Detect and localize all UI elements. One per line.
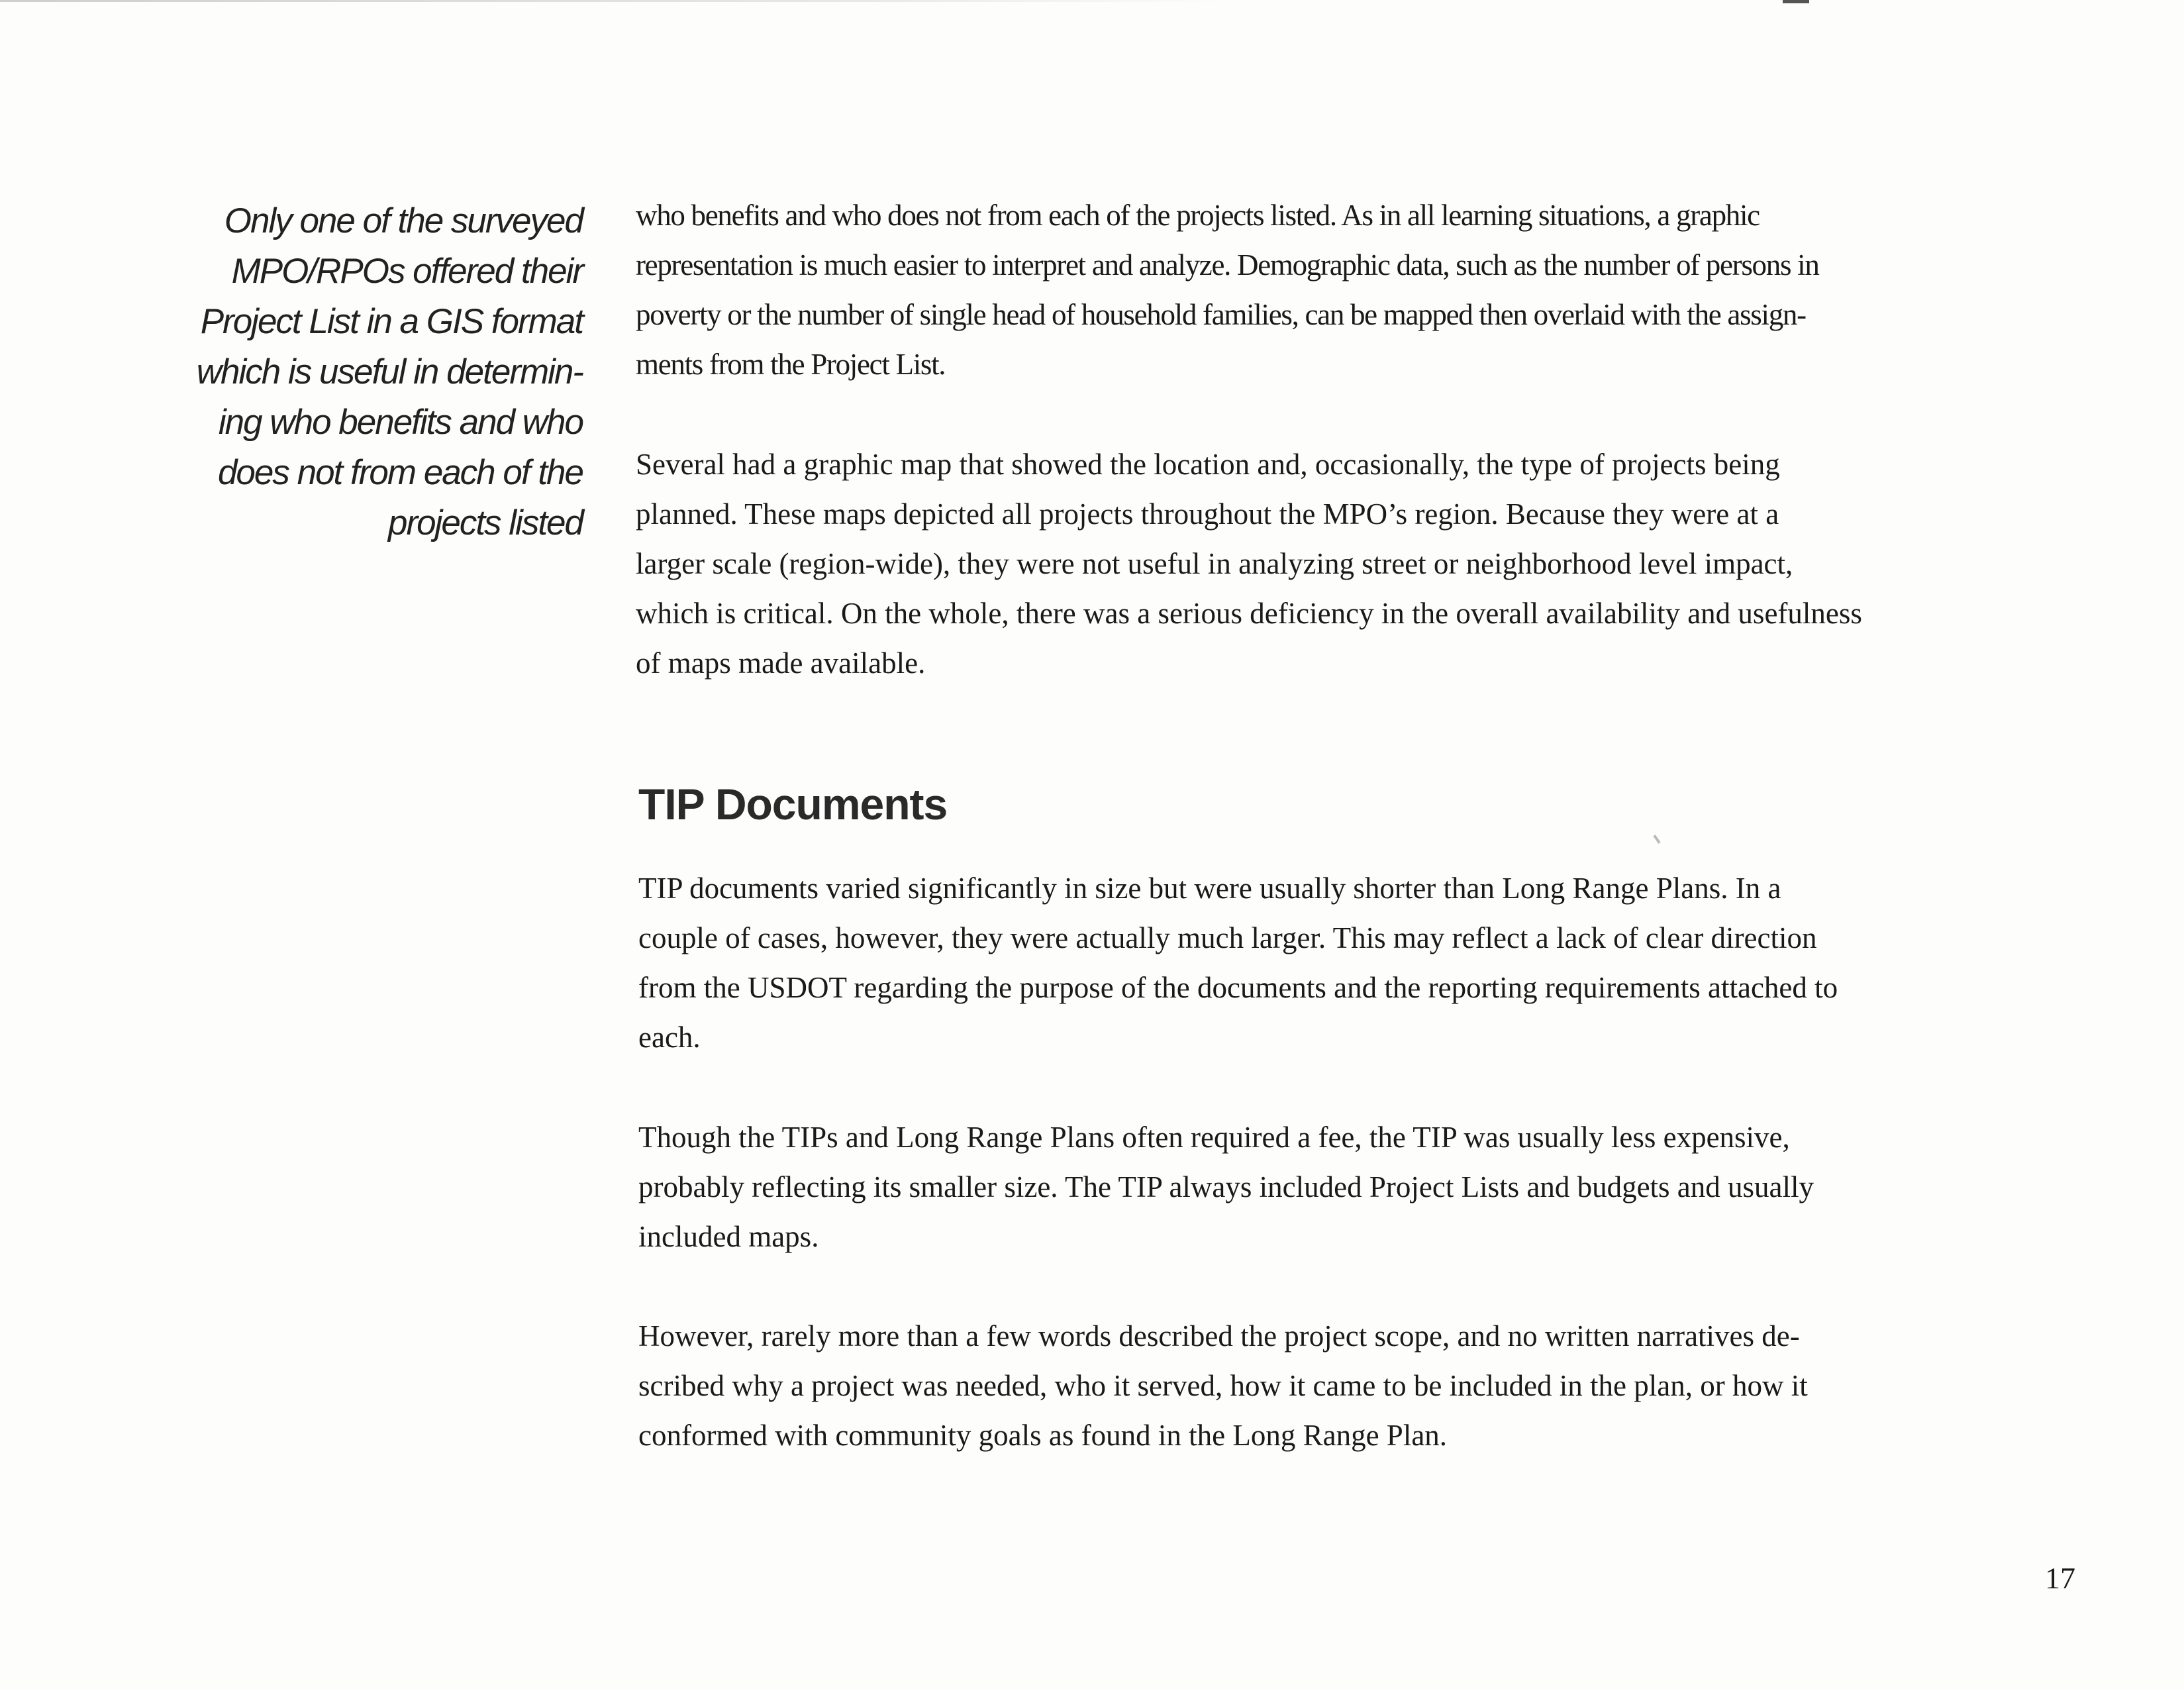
pull-quote-line: which is useful in determin- <box>196 352 583 391</box>
sidebar-pull-quote <box>159 196 583 548</box>
pull-quote-line: does not from each of the <box>217 453 583 492</box>
scan-top-edge <box>0 0 1225 2</box>
text-line: However, rarely more than a few words described the project scope, and no written narratives de- <box>638 1319 1800 1353</box>
text-line: which is critical. On the whole, there was a serious deficiency in the overall availability and usefulness <box>636 597 1862 630</box>
text-line: from the USDOT regarding the purpose of the documents and the reporting requirements attached to <box>638 971 1838 1004</box>
text-line: couple of cases, however, they were actually much larger. This may reflect a lack of clear direction <box>638 921 1817 954</box>
paragraph-graphic-maps <box>636 440 1987 688</box>
scan-speck <box>1653 835 1660 844</box>
text-line: TIP documents varied significantly in size but were usually shorter than Long Range Plans. In a <box>638 872 1781 905</box>
paragraph-tip-size <box>638 864 1989 1062</box>
text-line: Several had a graphic map that showed the location and, occasionally, the type of projects being <box>636 448 1780 481</box>
pull-quote-line: Project List in a GIS format <box>200 302 583 341</box>
text-line: who benefits and who does not from each of the projects listed. As in all learning situations, a graphic <box>636 199 1760 232</box>
text-line: Though the TIPs and Long Range Plans often required a fee, the TIP was usually less expensive, <box>638 1121 1790 1154</box>
pull-quote-line: Only one of the surveyed <box>224 201 583 240</box>
pull-quote-line: ing who benefits and who <box>218 403 583 442</box>
text-line: representation is much easier to interpret and analyze. Demographic data, such as the number of persons in <box>636 248 1819 282</box>
text-line: conformed with community goals as found in the Long Range Plan. <box>638 1419 1448 1452</box>
text-line: ments from the Project List. <box>636 348 946 381</box>
paragraph-gis-benefits <box>636 191 1987 389</box>
page-number: 17 <box>2045 1561 2075 1595</box>
text-line: larger scale (region-wide), they were not useful in analyzing street or neighborhood level impact, <box>636 547 1793 580</box>
section-heading: TIP Documents <box>638 780 948 829</box>
pull-quote-line: MPO/RPOs offered their <box>231 252 583 291</box>
text-line: scribed why a project was needed, who it served, how it came to be included in the plan, or how it <box>638 1369 1808 1402</box>
paragraph-project-scope <box>638 1311 1989 1460</box>
text-line: probably reflecting its smaller size. The TIP always included Project Lists and budgets and usually <box>638 1170 1814 1203</box>
text-line: included maps. <box>638 1220 819 1253</box>
text-line: of maps made available. <box>636 646 926 680</box>
text-line: each. <box>638 1021 701 1054</box>
pull-quote-line: projects listed <box>387 503 583 542</box>
text-line: planned. These maps depicted all projects throughout the MPO’s region. Because they were at a <box>636 497 1779 531</box>
text-line: poverty or the number of single head of household families, can be mapped then overlaid with the assign- <box>636 298 1806 331</box>
scan-mark <box>1783 0 1809 3</box>
paragraph-tip-fees <box>638 1113 1989 1262</box>
